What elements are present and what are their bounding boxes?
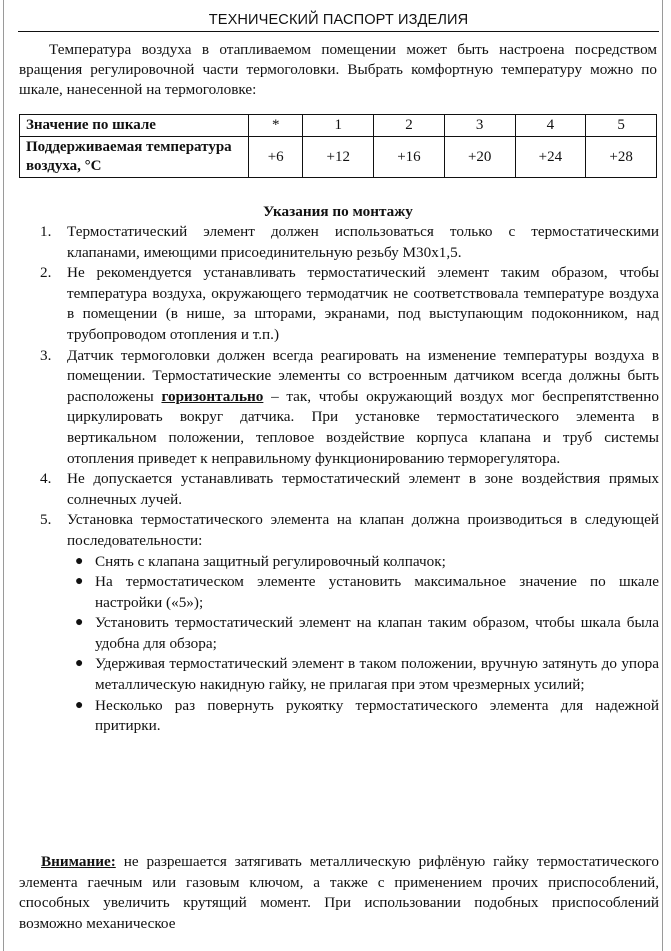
bullet-icon: ● [75, 656, 84, 672]
installation-steps-list [67, 552, 659, 737]
item-text: Датчик термоголовки должен всегда реагировать на изменение температуры воздуха в помещении. Термостатические элементы со встроенным датчиком всегда должны быть расположены [67, 346, 659, 405]
temperature-cell: +16 [374, 137, 445, 178]
temperature-cell: +20 [444, 137, 515, 178]
scale-value-cell: 2 [374, 115, 445, 137]
item-text: Не рекомендуется устанавливать термостатический элемент таким образом, чтобы температура воздуха, окружающего термодатчик не соответствовала температуре воздуха в помещении (в нише, за шторами, экранами, под выступающим подоконником, над трубопроводом отопления и т.п.) [67, 264, 659, 343]
item-number: 2. [40, 264, 52, 282]
scale-values-row [20, 115, 657, 137]
list-item [19, 510, 659, 737]
document-header: ТЕХНИЧЕСКИЙ ПАСПОРТ ИЗДЕЛИЯ [18, 10, 659, 32]
intro-paragraph: Температура воздуха в отапливаемом помещении может быть настроена посредством вращения регулировочной части термоголовки. Выбрать комфортную температуру можно по шкале, нанесенной на термоголовке: [19, 41, 657, 99]
step-text: Удерживая термостатический элемент в таком положении, вручную затянуть до упора металлическую накидную гайку, не прилагая при этом чрезмерных усилий; [95, 655, 659, 694]
step-text: Установить термостатический элемент на клапан таким образом, чтобы шкала была удобна для обзора; [95, 614, 659, 652]
temperature-cell: +28 [586, 137, 657, 178]
step-text: Несколько раз повернуть рукоятку термостатического элемента для надежной притирки. [95, 696, 659, 735]
mounting-instructions-list [19, 222, 659, 737]
item-number: 1. [40, 223, 52, 240]
temperature-cell: +12 [303, 137, 374, 178]
item-number: 3. [40, 346, 52, 364]
scale-table [19, 114, 657, 178]
warning-label: Внимание: [41, 853, 116, 870]
step-item [67, 654, 659, 695]
temperature-cell: +6 [249, 137, 303, 178]
list-item [19, 263, 659, 345]
list-item [19, 469, 659, 510]
page-right-edge [662, 0, 663, 951]
step-item [67, 572, 659, 613]
scale-value-cell: 3 [444, 115, 515, 137]
mounting-section-title: Указания по монтажу [263, 203, 413, 220]
bullet-icon: ● [75, 553, 84, 569]
temperature-row [20, 137, 657, 178]
step-item [67, 552, 659, 573]
emphasis-horizontal: горизонтально [161, 387, 264, 405]
temperature-cell: +24 [515, 137, 586, 178]
warning-text: не разрешается затягивать металлическую рифлёную гайку термостатического элемента гаечным или газовым ключом, а также с применением прочих приспособлений, способных увеличить крутящий момент. При использовании подобных приспособлений возможно механическое [19, 853, 659, 932]
bullet-icon: ● [75, 574, 84, 590]
list-item [19, 346, 659, 470]
item-text: Установка термостатического элемента на клапан должна производиться в следующей последовательности: [67, 511, 659, 549]
step-item [67, 696, 659, 737]
bullet-icon: ● [75, 615, 84, 631]
item-text-continued: – так, чтобы окружающий воздух мог беспрепятственно циркулировать вокруг датчика. При установке термостатического элемента в вертикальном положении, тепловое воздействие корпуса клапана и труб системы отопления приведет к неправильному функционированию терморегулятора. [67, 387, 659, 467]
item-text: Термостатический элемент должен использоваться только с термостатическими клапанами, имеющими присоединительную резьбу М30х1,5. [67, 223, 659, 261]
step-text: На термостатическом элементе установить максимальное значение по шкале настройки («5»); [95, 573, 659, 611]
page-left-edge [3, 0, 4, 951]
scale-value-cell: 1 [303, 115, 374, 137]
warning-paragraph [19, 852, 659, 934]
bullet-icon: ● [75, 697, 84, 713]
item-number: 4. [40, 470, 52, 488]
step-text: Снять с клапана защитный регулировочный колпачок; [95, 552, 446, 570]
scale-value-cell: 5 [586, 115, 657, 137]
scale-value-cell: 4 [515, 115, 586, 137]
scale-label-cell: Значение по шкале [20, 115, 249, 137]
list-item [19, 222, 659, 263]
item-number: 5. [40, 511, 52, 529]
item-text: Не допускается устанавливать термостатический элемент в зоне воздействия прямых солнечных лучей. [67, 470, 659, 508]
scale-value-cell: * [249, 115, 303, 137]
step-item [67, 613, 659, 654]
temperature-label-cell: Поддерживаемая температура воздуха, °С [20, 137, 249, 178]
